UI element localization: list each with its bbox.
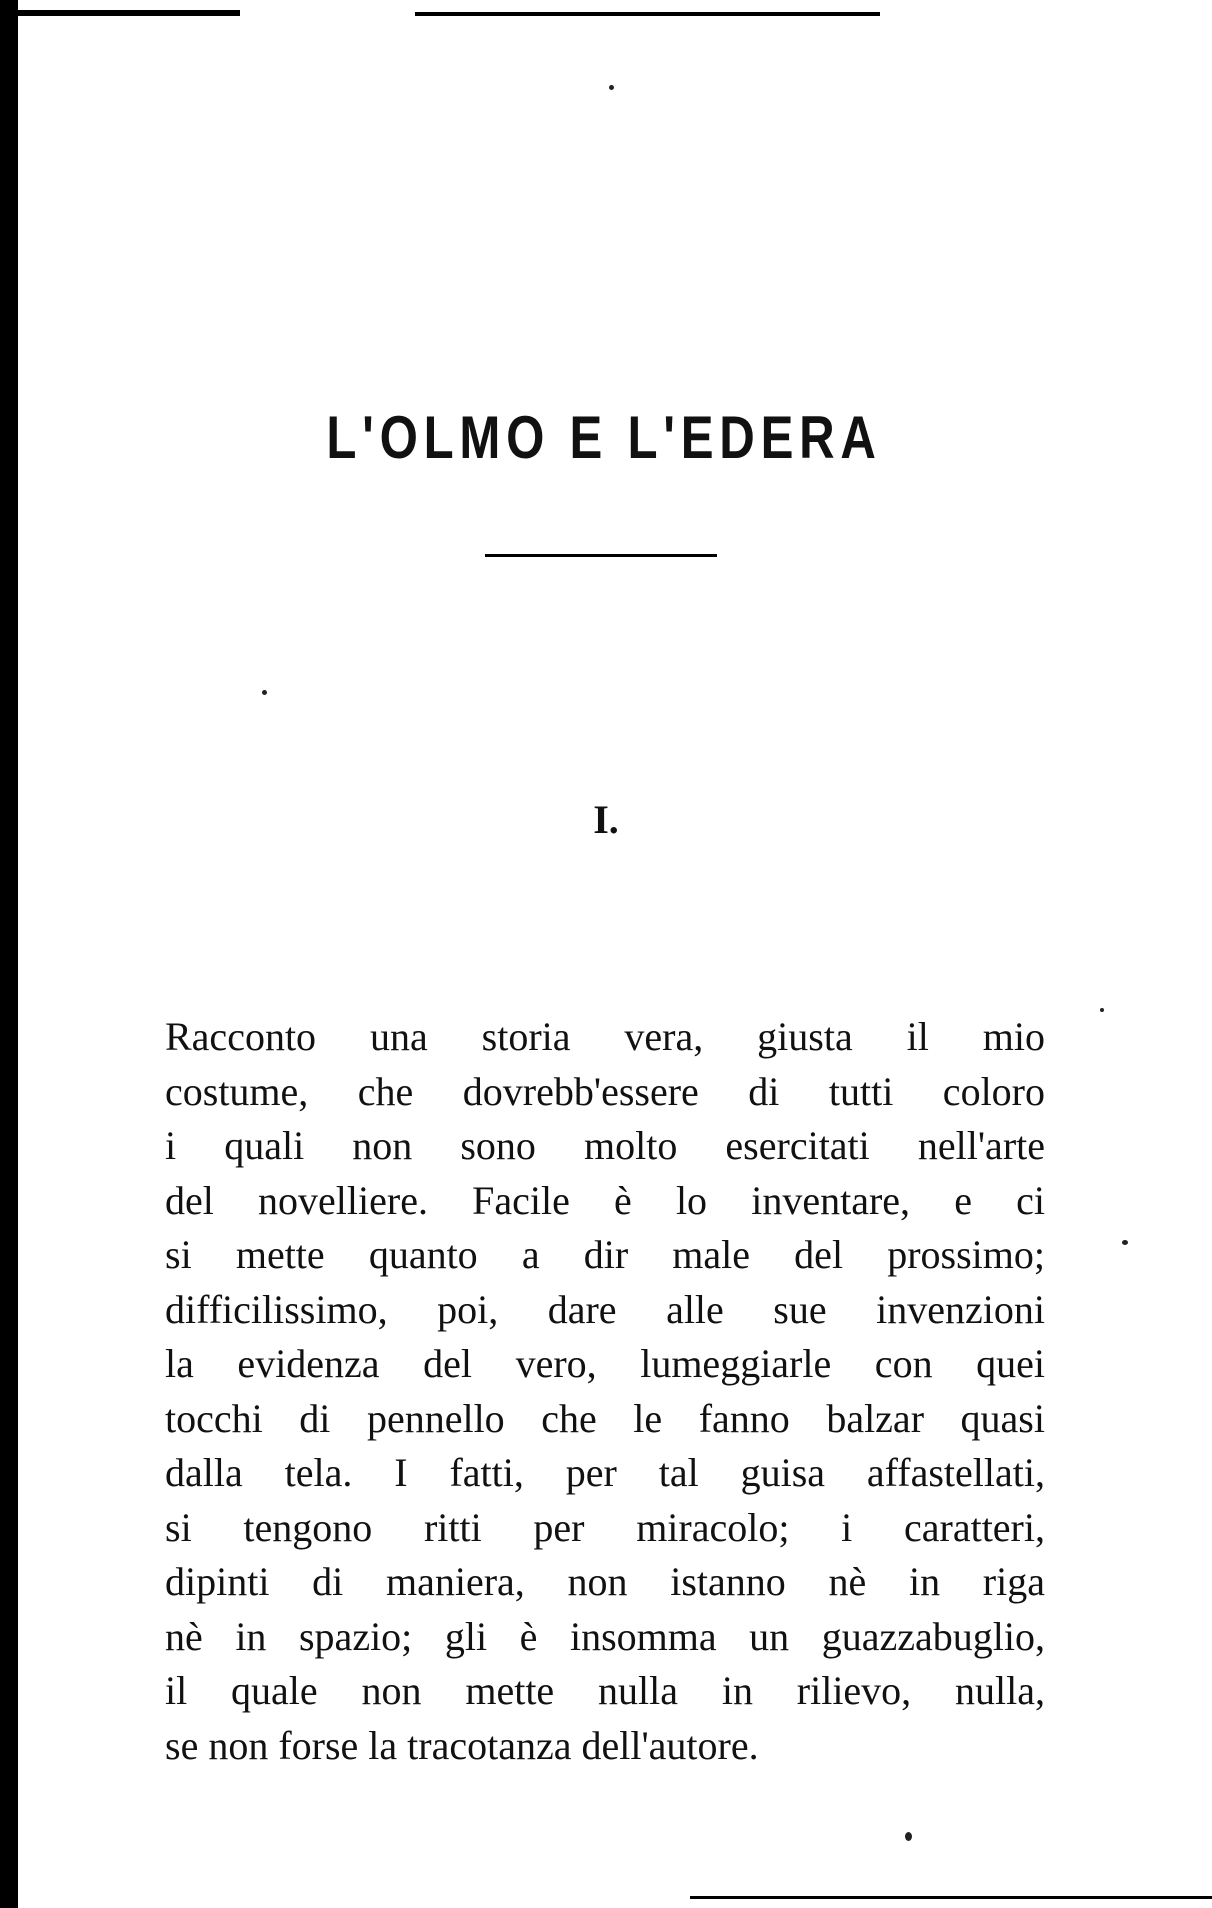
text-line: tocchi di pennello che le fanno balzar quasi: [165, 1395, 1045, 1441]
ink-speck: [1122, 1240, 1128, 1245]
text-line: nè in spazio; gli è insomma un guazzabuglio,: [165, 1613, 1045, 1659]
top-rule-left: [0, 10, 240, 16]
title-divider: [485, 554, 717, 557]
ink-speck: [1100, 1008, 1104, 1012]
top-rule-right: [415, 12, 880, 16]
text-line: costume, che dovrebb'essere di tutti coloro: [165, 1068, 1045, 1114]
text-line: dalla tela. I fatti, per tal guisa affastellati,: [165, 1450, 1045, 1495]
text-line: la evidenza del vero, lumeggiarle con quei: [165, 1341, 1045, 1386]
ink-speck: [262, 690, 267, 695]
text-line: se non forse la tracotanza dell'autore.: [165, 1722, 759, 1768]
ink-speck: [905, 1832, 912, 1841]
text-line: dipinti di maniera, non istanno nè in riga: [165, 1559, 1045, 1604]
text-line: i quali non sono molto esercitati nell'arte: [165, 1123, 1045, 1168]
page-binding-edge: [0, 0, 18, 1908]
text-line: del novelliere. Facile è lo inventare, e ci: [165, 1177, 1045, 1223]
text-line: si tengono ritti per miracolo; i caratteri,: [165, 1504, 1045, 1550]
text-line: si mette quanto a dir male del prossimo;: [165, 1232, 1045, 1277]
text-line: il quale non mette nulla in rilievo, nulla,: [165, 1668, 1045, 1713]
chapter-number: I.: [593, 797, 619, 842]
text-line: difficilissimo, poi, dare alle sue invenzioni: [165, 1286, 1045, 1332]
body-paragraph: [165, 1010, 1045, 1773]
ink-speck: [609, 85, 614, 90]
text-line: Racconto una storia vera, giusta il mio: [165, 1014, 1045, 1059]
chapter-title: L'OLMO E L'EDERA: [326, 404, 882, 471]
bottom-rule: [690, 1896, 1212, 1899]
